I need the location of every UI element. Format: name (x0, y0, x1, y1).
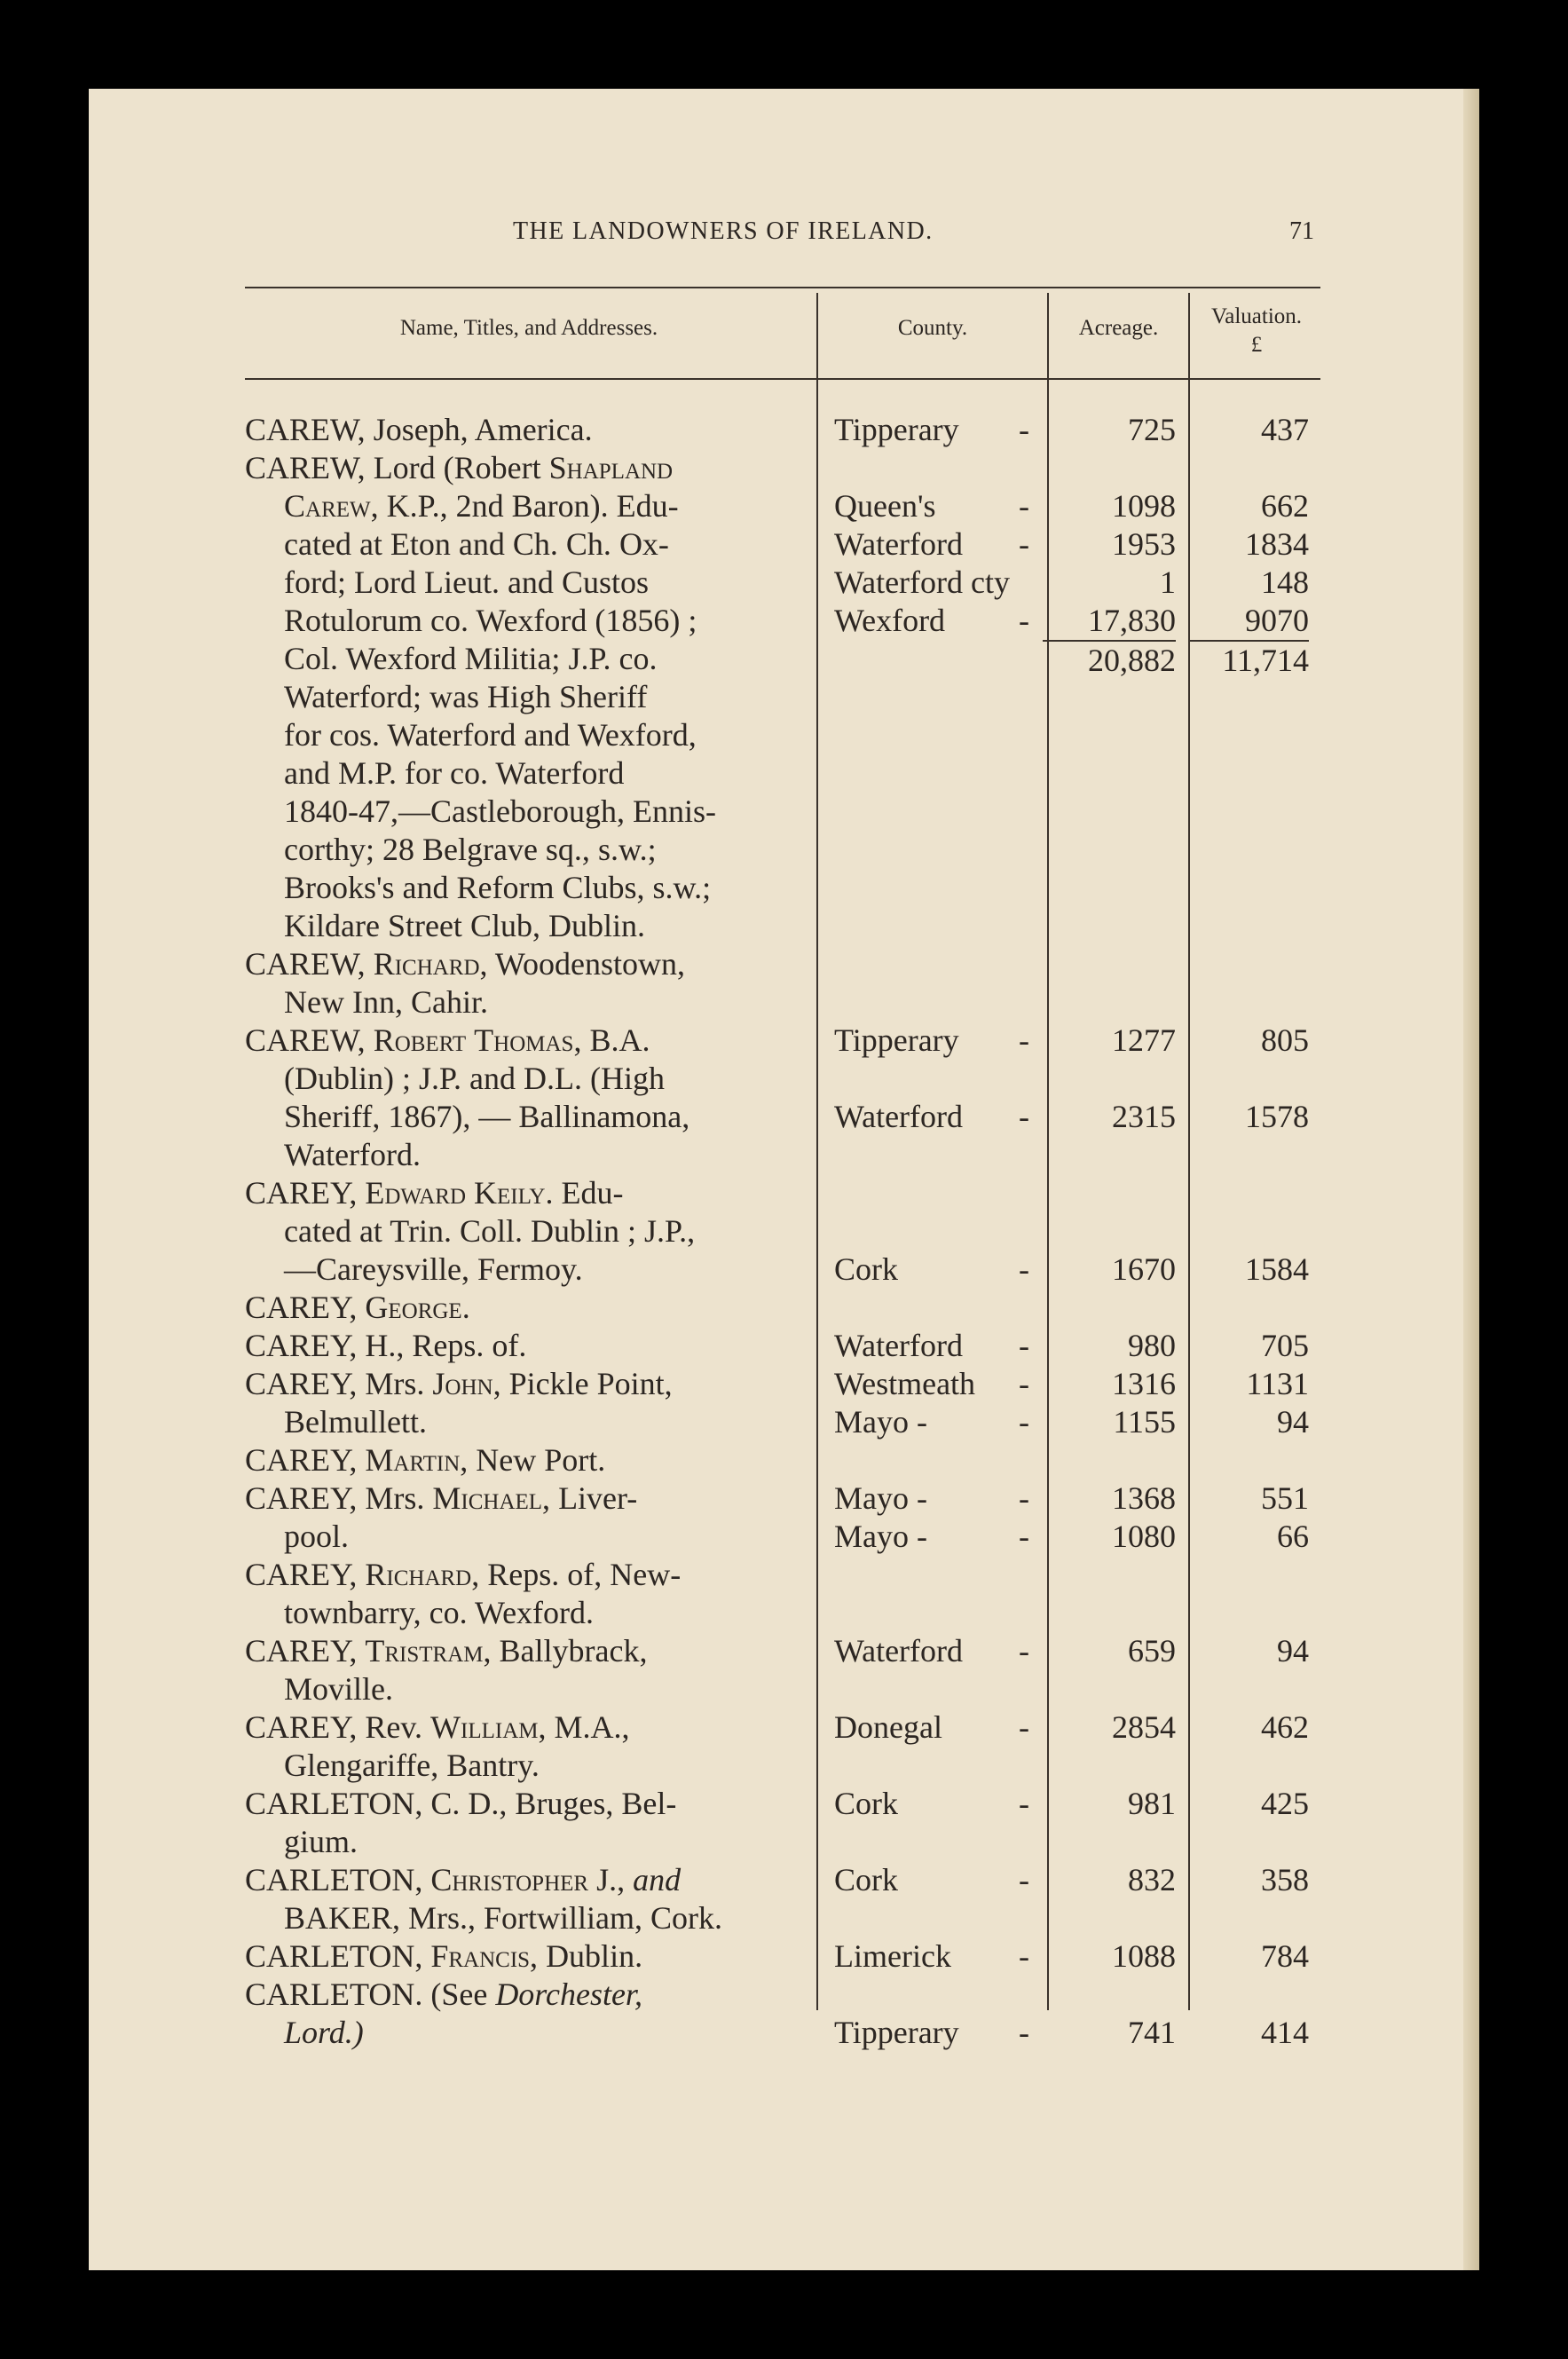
entry-name (245, 1632, 804, 1708)
entry-continuation-line: and M.P. for co. Waterford (284, 755, 625, 791)
entry-continuation-line: New Inn, Cahir. (284, 984, 488, 1020)
holding-valuation: 662 (1261, 488, 1309, 524)
entry-name-line: CAREW, Lord (Robert Shapland (245, 450, 674, 485)
entry-name (245, 1861, 804, 1937)
holding-valuation: 148 (1261, 564, 1309, 600)
county-name: Donegal (834, 1709, 942, 1745)
entry-continuation-line: Lord.) (284, 2015, 364, 2050)
county-name: Waterford (834, 1328, 964, 1363)
holding-acreage: 2315 (1112, 1099, 1176, 1134)
holding-valuation: 1131 (1246, 1366, 1309, 1401)
entry-name-line: CAREY, George. (245, 1290, 470, 1325)
entry-continuation-line: Carew, K.P., 2nd Baron). Edu- (284, 488, 679, 524)
holding-valuation: 437 (1261, 412, 1309, 447)
entry-name (245, 945, 804, 1022)
holding-acreage: 2854 (1112, 1709, 1176, 1745)
entry-name-line: CARLETON, Christopher J., and (245, 1862, 682, 1897)
entry-name-line: CAREY, Rev. William, M.A., (245, 1709, 630, 1745)
book-page (89, 89, 1479, 2270)
entry-name-line: CAREY, Tristram, Ballybrack, (245, 1633, 648, 1669)
leader-dash: - (1019, 488, 1029, 524)
entry-continuation-line: Kildare Street Club, Dublin. (284, 908, 645, 943)
entry-continuation-line: Brooks's and Reform Clubs, s.w.; (284, 870, 712, 905)
holding-valuation: 94 (1277, 1404, 1309, 1440)
leader-dash: - (1019, 1519, 1029, 1554)
holding-acreage: 1670 (1112, 1251, 1176, 1287)
entry-continuation-line: cated at Eton and Ch. Ch. Ox- (284, 526, 669, 562)
leader-dash: - (1019, 1404, 1029, 1440)
total-valuation: 11,714 (1189, 640, 1309, 680)
leader-dash: - (1019, 1709, 1029, 1745)
running-head: THE LANDOWNERS OF IRELAND. (513, 217, 934, 245)
leader-dash: - (1019, 1633, 1029, 1669)
leader-dash: - (1019, 1862, 1029, 1897)
holding-acreage: 741 (1128, 2015, 1176, 2050)
entry-name (245, 1441, 804, 1479)
county-name: Mayo - (834, 1404, 927, 1440)
county-name: Cork (834, 1786, 898, 1821)
entry-continuation-line: Waterford. (284, 1137, 422, 1172)
entry-name (245, 1976, 804, 2052)
holding-acreage: 1277 (1112, 1022, 1176, 1058)
holding-valuation: 551 (1261, 1480, 1309, 1516)
leader-dash: - (1019, 1938, 1029, 1974)
holding-acreage: 1316 (1112, 1366, 1176, 1401)
entry-name-line: CAREW, Joseph, America. (245, 412, 593, 447)
entry-name (245, 1022, 804, 1174)
entry-continuation-line: —Careysville, Fermoy. (284, 1251, 583, 1287)
holding-acreage: 1953 (1112, 526, 1176, 562)
header-currency: £ (1250, 333, 1263, 357)
leader-dash: - (1019, 526, 1029, 562)
holding-valuation: 414 (1261, 2015, 1309, 2050)
entry-continuation-line: 1840-47,—Castleborough, Ennis- (284, 793, 716, 829)
entry-continuation-line: BAKER, Mrs., Fortwilliam, Cork. (284, 1900, 723, 1936)
leader-dash: - (1019, 2015, 1029, 2050)
entry-continuation-line: corthy; 28 Belgrave sq., s.w.; (284, 832, 657, 867)
entry-name-line: CAREY, H., Reps. of. (245, 1328, 527, 1363)
county-name: Tipperary (834, 2015, 959, 2050)
entry-name (245, 1327, 804, 1365)
leader-dash: - (1019, 1099, 1029, 1134)
county-name: Mayo - (834, 1519, 927, 1554)
entry-name-line: CAREW, Robert Thomas, B.A. (245, 1022, 650, 1058)
holding-valuation: 358 (1261, 1862, 1309, 1897)
holding-acreage: 1155 (1113, 1404, 1176, 1440)
header-county: County. (897, 316, 968, 340)
holding-acreage: 832 (1128, 1862, 1176, 1897)
county-name: Mayo - (834, 1480, 927, 1516)
entry-continuation-line: pool. (284, 1519, 350, 1554)
entry-name (245, 1289, 804, 1327)
holding-acreage: 1080 (1112, 1519, 1176, 1554)
county-name: Queen's (834, 488, 936, 524)
landowner-table (89, 89, 1479, 2270)
entry-name-line: CAREY, Mrs. Michael, Liver- (245, 1480, 638, 1516)
entry-name (245, 1479, 804, 1556)
holding-valuation: 94 (1277, 1633, 1309, 1669)
county-name: Waterford (834, 1633, 964, 1669)
holding-valuation: 425 (1261, 1786, 1309, 1821)
entry-continuation-line: Belmullett. (284, 1404, 427, 1440)
entry-name-line: CARLETON, C. D., Bruges, Bel- (245, 1786, 677, 1821)
holding-valuation: 462 (1261, 1709, 1309, 1745)
holding-valuation: 805 (1261, 1022, 1309, 1058)
holding-valuation: 1584 (1245, 1251, 1309, 1287)
header-valuation: Valuation. (1210, 304, 1303, 328)
county-name: Waterford (834, 526, 964, 562)
entry-name (245, 449, 804, 945)
county-name: Tipperary (834, 412, 959, 447)
entry-name-line: CARLETON. (See Dorchester, (245, 1976, 642, 2012)
holding-acreage: 981 (1128, 1786, 1176, 1821)
entry-continuation-line: ford; Lord Lieut. and Custos (284, 564, 649, 600)
entry-continuation-line: Sheriff, 1867), — Ballinamona, (284, 1099, 690, 1134)
holding-valuation: 9070 (1245, 603, 1309, 638)
leader-dash: - (1019, 1366, 1029, 1401)
holding-acreage: 17,830 (1088, 603, 1176, 638)
entry-continuation-line: Rotulorum co. Wexford (1856) ; (284, 603, 697, 638)
holding-acreage: 980 (1128, 1328, 1176, 1363)
entry-continuation-line: (Dublin) ; J.P. and D.L. (High (284, 1061, 666, 1096)
entry-name-line: CAREW, Richard, Woodenstown, (245, 946, 685, 982)
leader-dash: - (1019, 412, 1029, 447)
county-name: Cork (834, 1862, 898, 1897)
holding-valuation: 1834 (1245, 526, 1309, 562)
holding-acreage: 1088 (1112, 1938, 1176, 1974)
county-name: Waterford cty (834, 564, 1010, 600)
entry-name-line: CAREY, Mrs. John, Pickle Point, (245, 1366, 673, 1401)
entry-name (245, 1937, 804, 1976)
entry-name-line: CAREY, Edward Keily. Edu- (245, 1175, 624, 1211)
entry-name-line: CAREY, Richard, Reps. of, New- (245, 1557, 682, 1592)
leader-dash: - (1019, 603, 1029, 638)
entry-continuation-line: townbarry, co. Wexford. (284, 1595, 595, 1630)
county-name: Cork (834, 1251, 898, 1287)
entry-continuation-line: Glengariffe, Bantry. (284, 1748, 540, 1783)
county-name: Waterford (834, 1099, 964, 1134)
holding-valuation: 705 (1261, 1328, 1309, 1363)
entry-continuation-line: cated at Trin. Coll. Dublin ; J.P., (284, 1213, 696, 1249)
county-name: Limerick (834, 1938, 951, 1974)
entry-name (245, 411, 804, 449)
header-name: Name, Titles, and Addresses. (399, 316, 658, 340)
county-name: Westmeath (834, 1366, 976, 1401)
entry-name (245, 1556, 804, 1632)
entry-name (245, 1708, 804, 1785)
holding-acreage: 659 (1128, 1633, 1176, 1669)
holding-acreage: 725 (1128, 412, 1176, 447)
entry-name-line: CAREY, Martin, New Port. (245, 1442, 606, 1478)
entry-continuation-line: Waterford; was High Sheriff (284, 679, 648, 714)
entry-continuation-line: gium. (284, 1824, 359, 1859)
entry-continuation-line: Col. Wexford Militia; J.P. co. (284, 641, 658, 676)
leader-dash: - (1019, 1251, 1029, 1287)
county-name: Tipperary (834, 1022, 959, 1058)
entry-continuation-line: Moville. (284, 1671, 393, 1707)
entry-name-line: CARLETON, Francis, Dublin. (245, 1938, 643, 1974)
holding-acreage: 1368 (1112, 1480, 1176, 1516)
leader-dash: - (1019, 1480, 1029, 1516)
entry-name (245, 1785, 804, 1861)
leader-dash: - (1019, 1022, 1029, 1058)
holding-valuation: 1578 (1245, 1099, 1309, 1134)
total-acreage: 20,882 (1043, 640, 1176, 680)
entry-name (245, 1365, 804, 1441)
holding-acreage: 1 (1160, 564, 1176, 600)
entry-name (245, 1174, 804, 1289)
leader-dash: - (1019, 1786, 1029, 1821)
holding-acreage: 1098 (1112, 488, 1176, 524)
header-acreage: Acreage. (1078, 316, 1159, 340)
leader-dash: - (1019, 1328, 1029, 1363)
entry-continuation-line: for cos. Waterford and Wexford, (284, 717, 697, 753)
holding-valuation: 784 (1261, 1938, 1309, 1974)
page-number: 71 (1289, 217, 1314, 245)
county-name: Wexford (834, 603, 946, 638)
holding-valuation: 66 (1277, 1519, 1309, 1554)
